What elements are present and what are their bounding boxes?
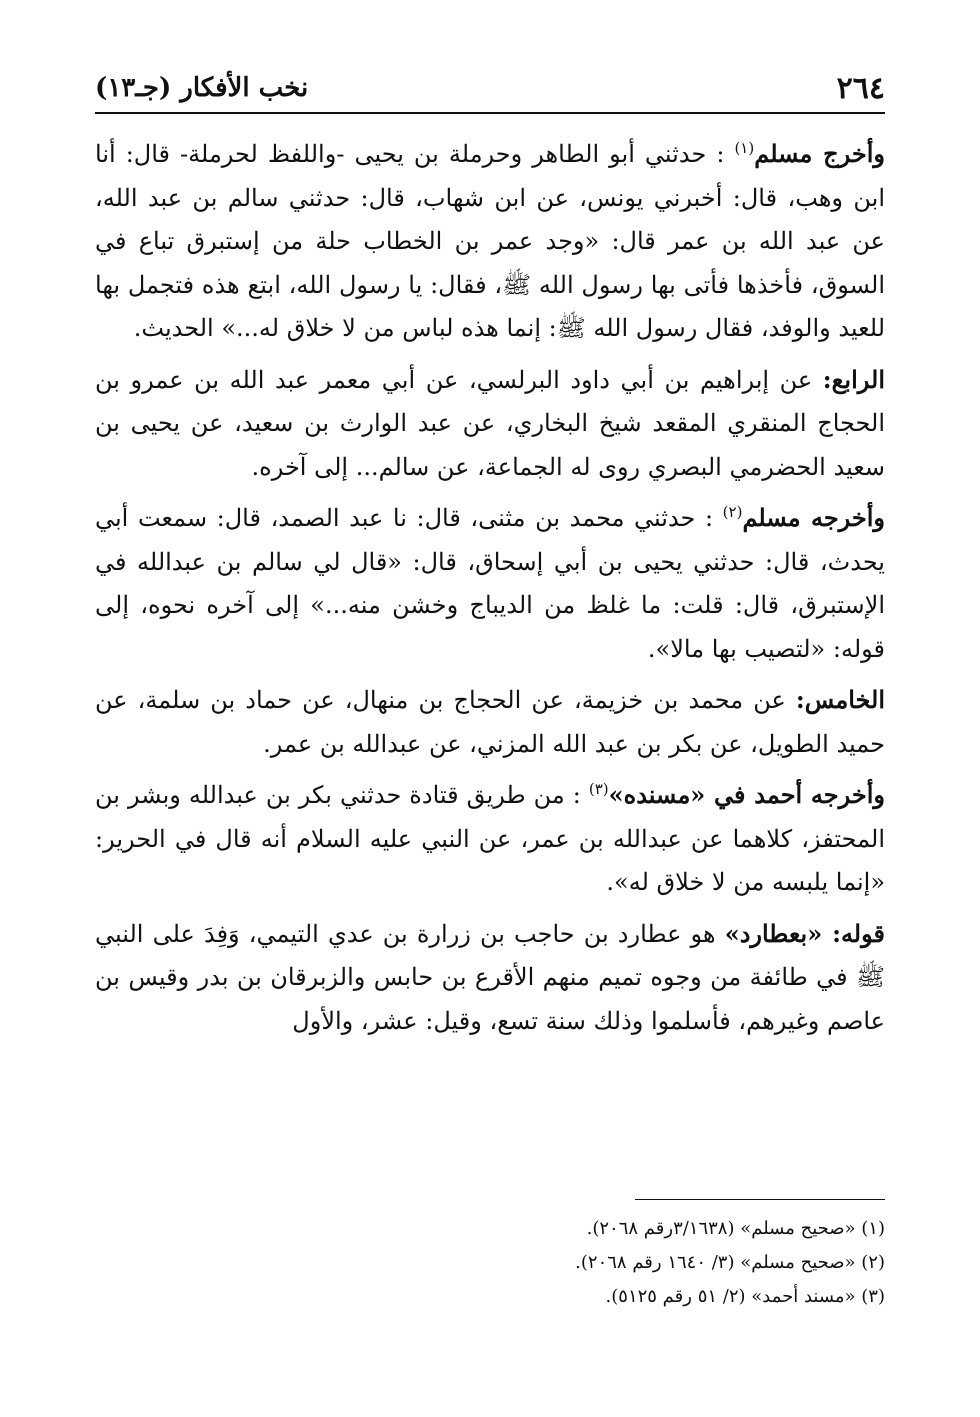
footnote-ref[interactable]: (١) [734, 139, 755, 157]
paragraph-text: : حدثني محمد بن مثنى، قال: نا عبد الصمد، قال: سمعت أبي يحدث، قال: حدثني يحيى بن أبي إسحاق، قال: «قال لي سالم بن عبدالله في الإستبرق، قال: قلت: ما غلظ من الديباج وخشن منه...» إلى آخره نحوه، إلى قوله: «لتصيب بها مالا». [95, 504, 885, 663]
paragraph [95, 358, 885, 490]
paragraph-text: عن محمد بن خزيمة، عن الحجاج بن منهال، عن حماد بن سلمة، عن حميد الطويل، عن بكر بن عبد الله المزني، عن عبدالله بن عمر. [95, 686, 885, 758]
paragraph-text: : حدثني أبو الطاهر وحرملة بن يحيى -واللفظ لحرملة- قال: أنا ابن وهب، قال: أخبرني يونس، عن ابن شهاب، قال: حدثني سالم بن عبد الله، عن عبد الله بن عمر قال: «وجد عمر بن الخطاب حلة من إستبرق تباع في السوق، فأخذها فأتى بها رسول الله ﷺ، فقال: يا رسول الله، ابتع هذه فتجمل بها للعيد والوفد، فقال رسول الله ﷺ: إنما هذه لباس من لا خلاق له...» الحديث. [95, 140, 885, 342]
footnote-ref[interactable]: (٣) [588, 780, 609, 798]
paragraph-lead: قوله: «بعطارد» [724, 918, 885, 948]
footnote-ref[interactable]: (٢) [722, 503, 743, 521]
footnote-divider [635, 1199, 885, 1200]
footnote: (٣) «مسند أحمد» (٢/ ٥١ رقم ٥١٢٥). [605, 1286, 885, 1307]
paragraph [95, 496, 885, 671]
paragraph [95, 773, 885, 905]
main-text [95, 132, 885, 1050]
running-title: نخب الأفكار (جـ١٣) [95, 73, 309, 103]
page-header [95, 64, 885, 114]
paragraph-lead: الرابع: [822, 364, 885, 394]
paragraph [95, 912, 885, 1044]
paragraph [95, 678, 885, 766]
paragraph-lead: وأخرجه مسلم [742, 503, 885, 532]
footnote: (١) «صحيح مسلم» (٣/١٦٣٨رقم ٢٠٦٨). [586, 1218, 885, 1239]
paragraph-text: هو عطارد بن حاجب بن زرارة بن عدي التيمي، وَفِدَ على النبي ﷺ في طائفة من وجوه تميم منهم الأقرع بن حابس والزبرقان بن بدر وقيس بن عاصم وغيرهم، فأسلموا وذلك سنة تسع، وقيل: عشر، والأول [95, 919, 885, 1035]
paragraph-lead: الخامس: [795, 685, 885, 714]
page-number: ٢٦٤ [836, 70, 885, 106]
footnotes [95, 1212, 885, 1314]
paragraph-lead: وأخرج مسلم [754, 139, 885, 168]
paragraph [95, 132, 885, 351]
footnote: (٢) «صحيح مسلم» (٣/ ١٦٤٠ رقم ٢٠٦٨). [575, 1252, 885, 1273]
paragraph-lead: وأخرجه أحمد في «مسنده» [608, 780, 885, 809]
paragraph-text: : من طريق قتادة حدثني بكر بن عبدالله وبشر بن المحتفز، كلاهما عن عبدالله بن عمر، عن النبي عليه السلام أنه قال في الحرير: «إنما يلبسه من لا خلاق له». [95, 781, 885, 896]
paragraph-text: عن إبراهيم بن أبي داود البرلسي، عن أبي معمر عبد الله بن عمرو بن الحجاج المنقري المقعد شيخ البخاري، عن عبد الوارث بن سعيد، عن يحيى بن سعيد الحضرمي البصري روى له الجماعة، عن سالم... إلى آخره. [95, 365, 885, 481]
